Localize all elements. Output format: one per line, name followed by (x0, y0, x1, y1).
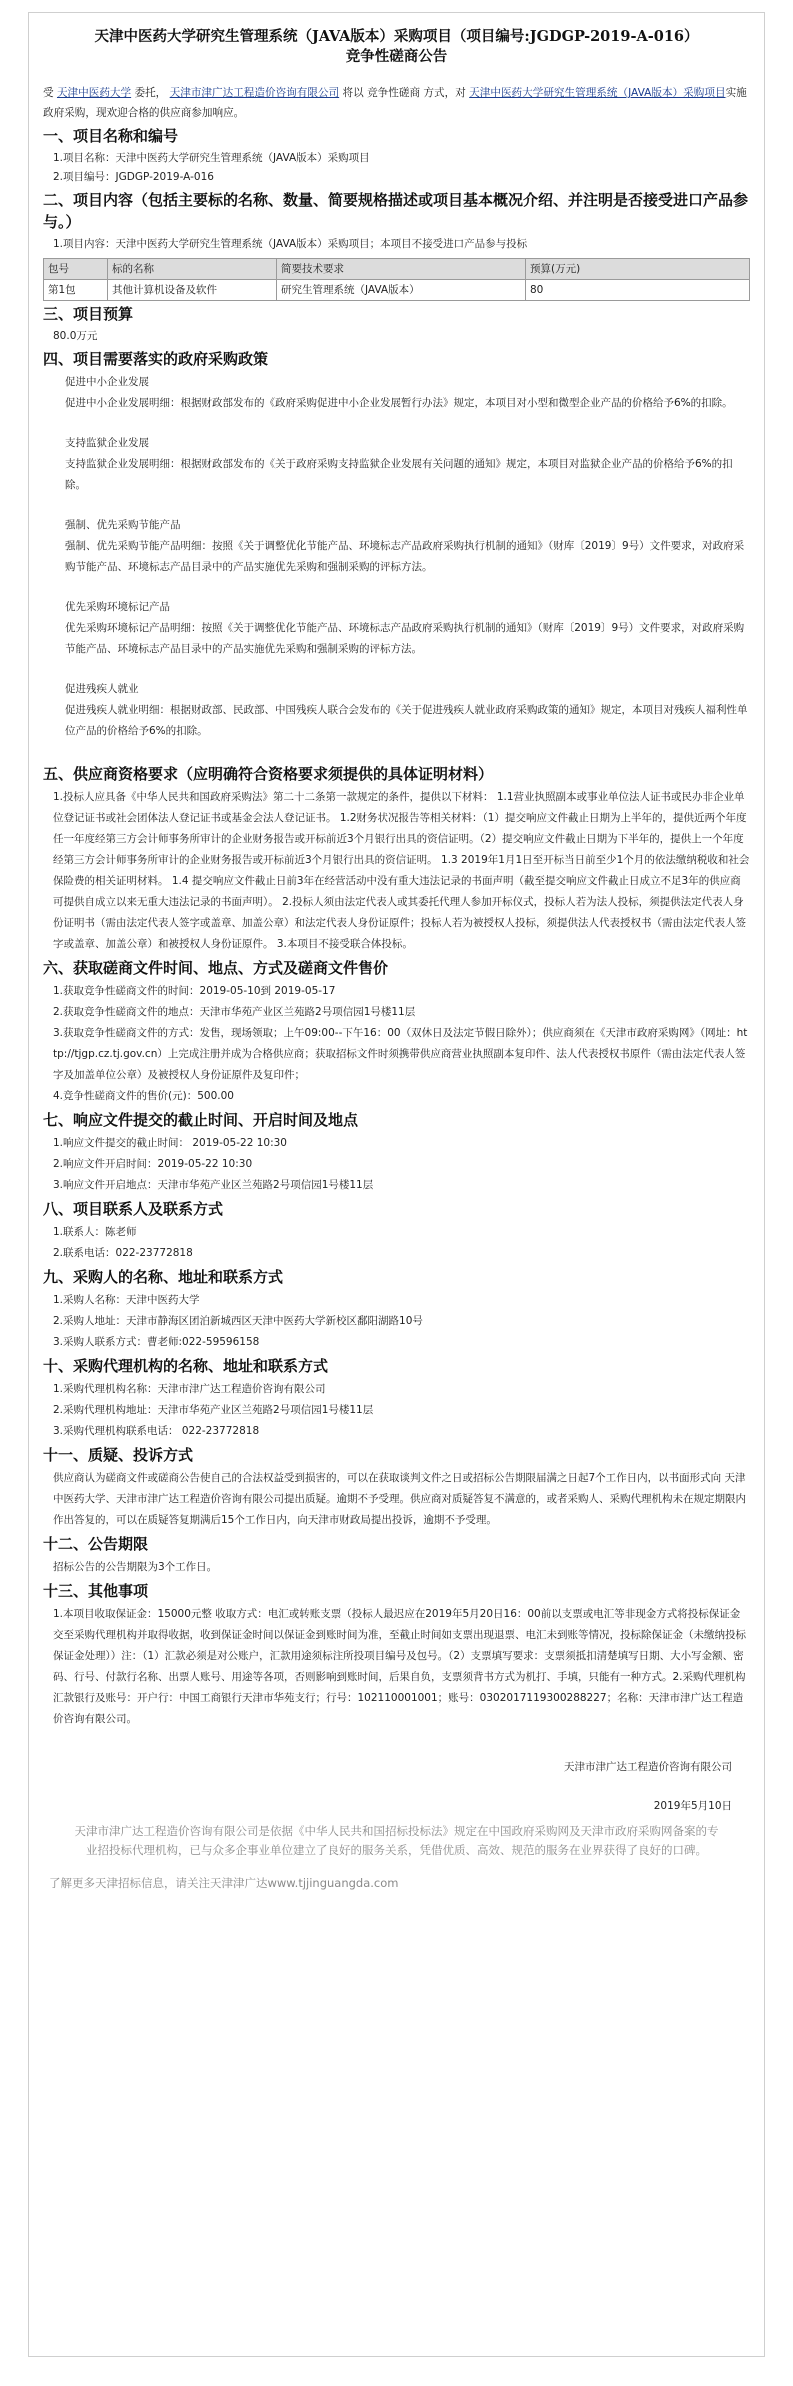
footer-description: 天津市津广达工程造价咨询有限公司是依据《中华人民共和国招标投标法》规定在中国政府采购网及天津市政府采购网备案的专业招投标代理机构，已与众多企事业单位建立了良好的服务关系，凭借优质、高效、规范的服务在业界获得了良好的口碑。 (74, 1824, 719, 1857)
section-6-heading: 六、获取磋商文件时间、地点、方式及磋商文件售价 (43, 959, 389, 977)
purchaser-address: 2.采购人地址：天津市静海区团泊新城西区天津中医药大学新校区鄱阳湖路10号 (53, 1315, 423, 1327)
page-title (43, 27, 750, 67)
obtain-method: 3.获取竞争性磋商文件的方式：发售，现场领取；上午09:00--下午16：00（双休日及法定节假日除外）；供应商须在《天津市政府采购网》（网址：http://tjgp.cz.tj.gov.cn）上完成注册并成为合格供应商；获取招标文件时须携带供应商营业执照副本复印件、法人代表授权书原件（需由法定代表人签字及加盖单位公章）及被授权人身份证原件及复印件； (53, 1027, 748, 1081)
title-line-1: 天津中医药大学研究生管理系统（JAVA版本）采购项目（项目编号:JGDGP-2019-A-016） (94, 28, 699, 45)
opening-time: 2.响应文件开启时间：2019-05-22 10:30 (53, 1158, 253, 1170)
title-line-2: 竞争性磋商公告 (345, 48, 448, 65)
policy-text: 优先采购环境标记产品明细：按照《关于调整优化节能产品、环境标志产品政府采购执行机制的通知》（财库〔2019〕9号）文件要求，对政府采购节能产品、环境标志产品目录中的产品实施优先采购和强制采购的评标方法。 (65, 622, 745, 655)
agency-link[interactable]: 天津市津广达工程造价咨询有限公司 (169, 87, 340, 99)
project-name: 1.项目名称：天津中医药大学研究生管理系统（JAVA版本）采购项目 (53, 152, 370, 164)
section-11-heading: 十一、质疑、投诉方式 (43, 1446, 194, 1464)
section-9-heading: 九、采购人的名称、地址和联系方式 (43, 1268, 284, 1286)
agency-name: 1.采购代理机构名称：天津市津广达工程造价咨询有限公司 (53, 1383, 326, 1395)
agency-address: 2.采购代理机构地址：天津市华苑产业区兰苑路2号项信园1号楼11层 (53, 1404, 374, 1416)
col-lot: 包号 (44, 259, 108, 280)
policy-text: 促进中小企业发展明细：根据财政部发布的《政府采购促进中小企业发展暂行办法》规定，本项目对小型和微型企业产品的价格给予6%的扣除。 (65, 397, 733, 409)
policy-label: 促进残疾人就业 (65, 683, 139, 695)
obtain-time: 1.获取竞争性磋商文件的时间：2019-05-10到 2019-05-17 (53, 985, 336, 997)
policy-label: 强制、优先采购节能产品 (65, 519, 181, 531)
qualification-text: 1.投标人应具备《中华人民共和国政府采购法》第二十二条第一款规定的条件，提供以下材料： 1.1营业执照副本或事业单位法人证书或民办非企业单位登记证书或社会团体法人登记证书或基金会法人登记证书。 1.2财务状况报告等相关材料：（1）提交响应文件截止日期为上半年的，提供近两个年度任一年度经第三方会计师事务所审计的企业财务报告或开标前近3个月银行出具的资信证明。（2）提交响应文件截止日期为下半年的，提供上一个年度经第三方会计师事务所审计的企业财务报告或开标前近3个月银行出具的资信证明。 1.3 2019年1月1日至开标当日前至少1个月的依法缴纳税收和社会保险费的相关证明材料。 1.4 提交响应文件截止日前3年在经营活动中没有重大违法记录的书面声明（截至提交响应文件截止日成立不足3年的供应商可提供自成立以来无重大违法记录的书面声明）。 2.投标人须由法定代表人或其委托代理人参加开标仪式，投标人若为法人投标，须提供法定代表人身份证明书（需由法定代表人签字或盖章、加盖公章）和法定代表人身份证原件；投标人若为被授权人投标，须提供法人代表授权书（需由法定代表人签字或盖章、加盖公章）和被授权人身份证原件。 3.本项目不接受联合体投标。 (53, 791, 750, 950)
col-item: 标的名称 (108, 259, 277, 280)
section-5-heading: 五、供应商资格要求（应明确符合资格要求须提供的具体证明材料） (43, 765, 494, 783)
section-3-heading: 三、项目预算 (43, 305, 134, 323)
document-price: 4.竞争性磋商文件的售价(元)：500.00 (53, 1090, 234, 1102)
policy-label: 优先采购环境标记产品 (65, 601, 170, 613)
purchaser-contact: 3.采购人联系方式：曹老师:022-59596158 (53, 1336, 260, 1348)
section-2-heading: 二、项目内容（包括主要标的名称、数量、简要规格描述或项目基本概况介绍、并注明是否接受进口产品参与。） (43, 191, 749, 231)
col-spec: 简要技术要求 (277, 259, 526, 280)
signature-date: 2019年5月10日 (653, 1800, 732, 1812)
lot-table (43, 258, 750, 301)
announcement-page (28, 12, 765, 2357)
purchaser-link[interactable]: 天津中医药大学 (56, 87, 132, 99)
obtain-place: 2.获取竞争性磋商文件的地点：天津市华苑产业区兰苑路2号项信园1号楼11层 (53, 1006, 416, 1018)
complaint-text: 供应商认为磋商文件或磋商公告使自己的合法权益受到损害的，可以在获取谈判文件之日或招标公告期限届满之日起7个工作日内，以书面形式向 天津中医药大学、天津市津广达工程造价咨询有限公司提出质疑。逾期不予受理。供应商对质疑答复不满意的，或者采购人、采购代理机构未在规定期限内作出答复的，可以在质疑答复期满后15个工作日内，向天津市财政局提出投诉，逾期不予受理。 (53, 1472, 746, 1526)
section-8-heading: 八、项目联系人及联系方式 (43, 1200, 224, 1218)
other-matters: 1.本项目收取保证金：15000元整 收取方式：电汇或转账支票（投标人最迟应在2019年5月20日16：00前以支票或电汇等非现金方式将投标保证金交至采购代理机构并取得收据，收到保证金时间以保证金到账时间为准，至截止时间如支票出现退票、电汇未到账等情况，投标除保证金（未缴纳投标保证金处理））注：（1）汇款必须是对公账户，汇款用途须标注所投项目编号及包号。（2）支票填写要求：支票须抵扣清楚填写日期、大小写金额、密码、行号、付款行名称、出票人账号、用途等各项，否则影响到账时间，后果自负，支票须背书方式为机打、手填，只能有一种方式。2.采购代理机构汇款银行及账号：开户行：中国工商银行天津市华苑支行；行号：102110001001；账号：0302017119300288227；名称：天津市津广达工程造价咨询有限公司。 (53, 1608, 746, 1725)
project-number: 2.项目编号：JGDGP-2019-A-016 (53, 171, 214, 183)
section-7-heading: 七、响应文件提交的截止时间、开启时间及地点 (43, 1111, 359, 1129)
policy-label: 促进中小企业发展 (65, 376, 149, 388)
lot-table-header (44, 259, 750, 280)
section-1-heading: 一、项目名称和编号 (43, 127, 179, 145)
notice-period: 招标公告的公告期限为3个工作日。 (53, 1561, 218, 1573)
table-row: 第1包 其他计算机设备及软件 研究生管理系统（JAVA版本） 80 (44, 280, 750, 301)
agency-phone: 3.采购代理机构联系电话： 022-23772818 (53, 1425, 260, 1437)
section-13-heading: 十三、其他事项 (43, 1582, 149, 1600)
footer-link[interactable]: 了解更多天津招标信息，请关注天津津广达www.tjjinguangda.com (49, 1876, 399, 1890)
policy-text: 强制、优先采购节能产品明细：按照《关于调整优化节能产品、环境标志产品政府采购执行机制的通知》（财库〔2019〕9号）文件要求，对政府采购节能产品、环境标志产品目录中的产品实施优先采购和强制采购的评标方法。 (65, 540, 745, 573)
opening-place: 3.响应文件开启地点：天津市华苑产业区兰苑路2号项信园1号楼11层 (53, 1179, 374, 1191)
contact-phone: 2.联系电话：022-23772818 (53, 1247, 193, 1259)
project-content: 1.项目内容：天津中医药大学研究生管理系统（JAVA版本）采购项目；本项目不接受进口产品参与投标 (53, 238, 528, 250)
section-12-heading: 十二、公告期限 (43, 1535, 149, 1553)
col-budget: 预算(万元) (526, 259, 750, 280)
signature-org: 天津市津广达工程造价咨询有限公司 (564, 1761, 732, 1773)
budget-value: 80.0万元 (53, 330, 98, 342)
contact-person: 1.联系人：陈老师 (53, 1226, 137, 1238)
section-10-heading: 十、采购代理机构的名称、地址和联系方式 (43, 1357, 329, 1375)
submit-deadline: 1.响应文件提交的截止时间： 2019-05-22 10:30 (53, 1137, 287, 1149)
project-link[interactable]: 天津中医药大学研究生管理系统（JAVA版本）采购项目 (469, 87, 726, 99)
section-4-heading: 四、项目需要落实的政府采购政策 (43, 350, 269, 368)
policy-label: 支持监狱企业发展 (65, 437, 149, 449)
policy-text: 促进残疾人就业明细：根据财政部、民政部、中国残疾人联合会发布的《关于促进残疾人就业政府采购政策的通知》规定，本项目对残疾人福利性单位产品的价格给予6%的扣除。 (65, 704, 748, 737)
purchaser-name: 1.采购人名称：天津中医药大学 (53, 1294, 200, 1306)
intro-paragraph: 受 天津中医药大学 委托， 天津市津广达工程造价咨询有限公司 将以 竞争性磋商 方式，对 天津中医药大学研究生管理系统（JAVA版本）采购项目实施政府采购，现欢迎合格的供应商参加响应。 (43, 87, 747, 119)
policy-text: 支持监狱企业发展明细：根据财政部发布的《关于政府采购支持监狱企业发展有关问题的通知》规定，本项目对监狱企业产品的价格给予6%的扣除。 (65, 458, 733, 491)
